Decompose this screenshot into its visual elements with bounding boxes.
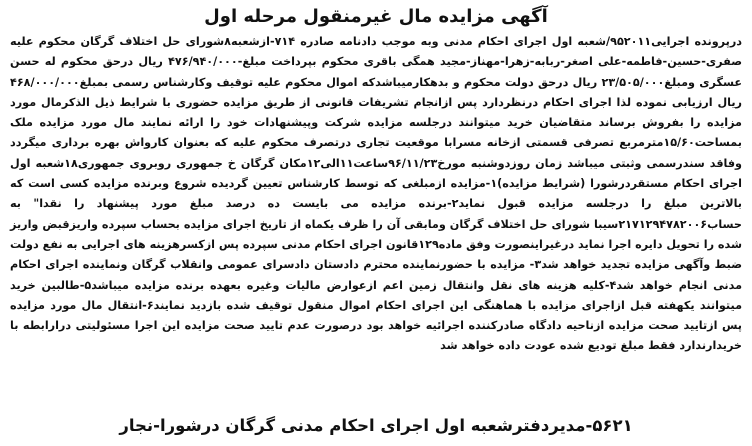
notice-body: درپرونده اجرایی۹۵۲۰۱۱/شعبه اول اجرای احکام مدنی وبه موجب دادنامه صادره ۷۱۴-ازشعبه۸شورای حل اختلاف گرگان محکوم علیه صفری-حسین-فاطمه-علی اصغر-ربابه-زهرا-مهناز-مجید همگی باقری محکوم بپرداخت مبلغ-۴۷۶/۹۴۰/۰۰۰ ریال درحق محکوم له حسن عسگری ومبلغ۲۳/۵۰۵/۰۰۰ ریال درحق دولت محکوم و بدهکارمیباشدکه اموال محکوم علیه توقیف وکارشناس رسمی بمبلغ۴۶۸/۰۰۰/۰۰۰ ریال ارزیابی نموده لذا اجرای احکام درنظردارد پس ازانجام تشریفات قانونی از طریق مزایده حضوری با شرایط ذیل الذکرمال مورد مزایده را بفروش برساند متقاضیان خرید میتوانند درجلسه مزایده شرکت وپیشنهادات خود را ارائه نمایند مال مورد مزایده ملک بمساحت۱۵/۶۰مترمربع تصرفی قسمتی ازخانه مسرابا موقعیت تجاری درتصرف محکوم علیه که بعنوان کارواش بهره برداری میگردد وفاقد سندرسمی وثبتی میباشد زمان روزدوشنبه مورخ۹۶/۱۱/۲۳ساعت۱۱الی۱۲مکان گرگان خ جمهوری روبروی جمهوری۱۸شعبه اول اجرای احکام مستقردرشورا (شرایط مزایده)۱-مزایده ازمبلغی که توسط کارشناس تعیین گردیده شروع وبرنده مزایده کسی است که بالاترین مبلغ را درجلسه مزایده قبول نماید۲-برنده مزایده می بایست ده درصد مبلغ مورد پیشنهاد را نقدا" به حساب۲۱۷۱۲۹۴۷۸۲۰۰۶سیبا شورای حل اختلاف گرگان ومابقی آن را ظرف یکماه از تاریخ اجرای مزایده بحساب سپرده واریزقبض واریز شده را تحویل دایره اجرا نماید درغیراینصورت وفق ماده۱۲۹قانون اجرای احکام مدنی سپرده پس ازکسرهزینه های اجرایی به نفع دولت ضبط وآگهی مزایده تجدید خواهد شد۳- مزایده با حضورنماینده محترم دادستان دادسرای عمومی وانقلاب گرگان ونماینده اجرای احکام مدنی انجام خواهد شد۴-کلیه هزینه های نقل وانتقال زمین اعم ازعوارض مالیات وغیره بعهده برنده مزایده میباشد۵-طالبین خرید میتوانند یکهفته قبل ازاجرای مزایده با هماهنگی این اجرای احکام اموال منقول توقیف شده بازدید نمایند۶-انتقال مال مورد مزایده پس ازتایید صحت مزایده ازناحیه دادگاه صادرکننده اجرائیه خواهد بود درصورت عدم تایید صحت مزایده این اجرا مسئولیتی درارابطه با خریدارندارد فقط مبلغ تودیع شده عودت داده خواهد شد: [10, 35, 743, 353]
auction-notice: [4, 2, 748, 442]
notice-signature: ۵۶۲۱-مدیردفترشعبه اول اجرای احکام مدنی گرگان درشورا-نجار: [119, 416, 633, 435]
notice-title: آگهی مزایده مال غیرمنقول مرحله اول: [204, 6, 548, 27]
